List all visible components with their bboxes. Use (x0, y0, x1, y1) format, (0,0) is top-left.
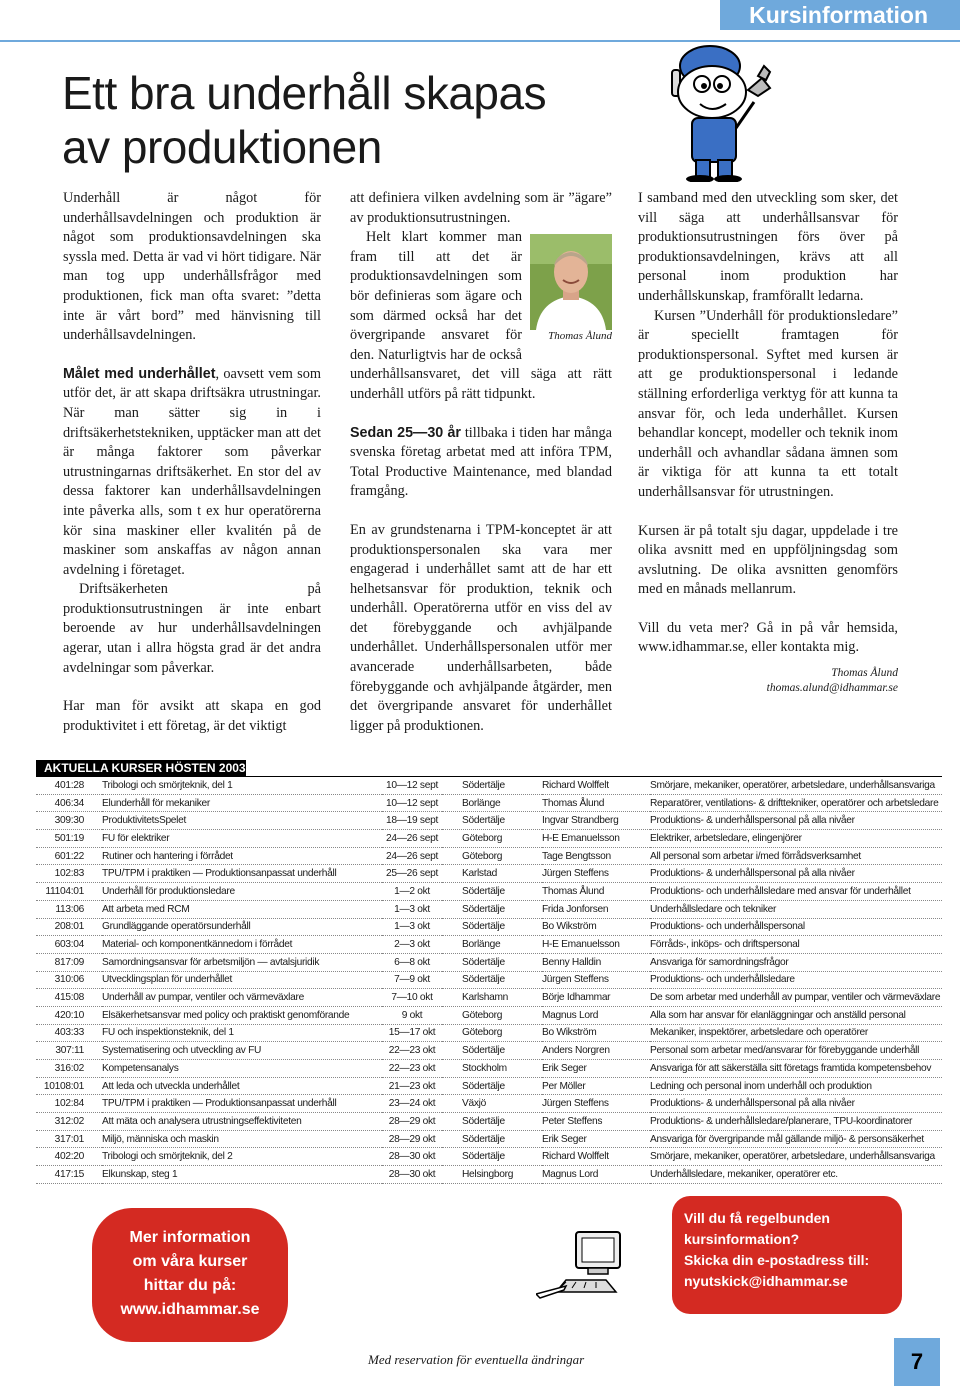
course-code: 420:10 (36, 1006, 102, 1024)
course-audience: All personal som arbetar i/med förrådsverksamhet (650, 847, 942, 865)
course-row (36, 900, 942, 918)
course-dates: 15—17 okt (382, 1024, 442, 1042)
course-audience: Produktions- och underhållsledare (650, 971, 942, 989)
lead-in: Sedan 25—30 år (350, 424, 461, 441)
paragraph: Har man för avsikt att skapa en god produktivitet i ett företag, är det viktigt (63, 698, 321, 734)
course-teacher: Erik Seger (542, 1130, 650, 1148)
course-code: 316:02 (36, 1060, 102, 1078)
course-row (36, 1095, 942, 1113)
course-code: 102:84 (36, 1095, 102, 1113)
course-code: 102:83 (36, 865, 102, 883)
course-teacher: H-E Emanuelsson (542, 936, 650, 954)
promo-line: om våra kurser (132, 1253, 248, 1270)
course-location: Södertälje (442, 971, 542, 989)
paragraph: Helt klart kommer man fram till att det är produktionsavdelningen som bör definieras som ägare och som därmed också har det övergripande ansvaret för den. Naturligtvis har de också underhållsansvaret, det vill säga att rätt underhåll utförs på rätt tidpunkt. (350, 229, 612, 402)
course-location: Göteborg (442, 847, 542, 865)
course-audience: Underhållsledare och tekniker (650, 900, 942, 918)
course-audience: Reparatörer, ventilations- & drifttekniker, operatörer och arbetsledare (650, 794, 942, 812)
top-bar (0, 0, 960, 42)
paragraph: Målet med underhållet, oavsett vem som utför det, är att skapa driftsäkra utrustningar. När man sätter sig in i driftsäkerhetstekniken, upptäcker man att det är många faktorer som påverkar utrustningarnas driftsäkerhet. En stor del av dessa faktorer kan underhållsavdelningen inte påverka alls, som t ex hur operatörerna kör sina maskiner eller kvalitén på de maskiner som anskaffas av någon annan avdelning i företaget. (63, 365, 321, 578)
course-code: 401:28 (36, 777, 102, 794)
course-teacher: Jürgen Steffens (542, 865, 650, 883)
course-name: Rutiner och hantering i förrådet (102, 847, 382, 865)
course-name: Grundläggande operatörsunderhåll (102, 918, 382, 936)
course-code: 417:15 (36, 1166, 102, 1184)
course-teacher: Per Möller (542, 1077, 650, 1095)
course-teacher: Ingvar Strandberg (542, 812, 650, 830)
courses-heading: AKTUELLA KURSER HÖSTEN 2003 (36, 760, 246, 777)
course-teacher: Richard Wolffelt (542, 1148, 650, 1166)
course-location: Borlänge (442, 794, 542, 812)
course-audience: De som arbetar med underhåll av pumpar, ventiler och värmeväxlare (650, 989, 942, 1007)
course-location: Södertälje (442, 883, 542, 901)
course-row (36, 989, 942, 1007)
course-code: 403:33 (36, 1024, 102, 1042)
title-line-1: Ett bra underhåll skapas (62, 67, 547, 119)
promo-line: hittar du på: (143, 1277, 237, 1294)
course-name: TPU/TPM i praktiken — Produktionsanpassat underhåll (102, 865, 382, 883)
course-audience: Smörjare, mekaniker, operatörer, arbetsledare, underhållsansvariga (650, 1148, 942, 1166)
course-name: FU för elektriker (102, 830, 382, 848)
course-location: Södertälje (442, 953, 542, 971)
course-row (36, 918, 942, 936)
promo-email[interactable]: nyutskick@idhammar.se (684, 1273, 848, 1289)
course-teacher: Richard Wolffelt (542, 777, 650, 794)
course-code: 310:06 (36, 971, 102, 989)
course-name: Kompetensanalys (102, 1060, 382, 1078)
course-audience: Underhållsledare, mekaniker, operatörer etc. (650, 1166, 942, 1184)
course-row (36, 777, 942, 794)
course-code: 402:20 (36, 1148, 102, 1166)
course-location: Södertälje (442, 900, 542, 918)
course-dates: 24—26 sept (382, 847, 442, 865)
course-location: Södertälje (442, 1113, 542, 1131)
course-dates: 23—24 okt (382, 1095, 442, 1113)
course-code: 603:04 (36, 936, 102, 954)
paragraph: Sedan 25—30 år tillbaka i tiden har många svenska företag arbetat med att införa TPM, Total Productive Maintenance, med blandad framgång. (350, 424, 612, 500)
course-audience: Produktions- & underhållspersonal på alla nivåer (650, 1095, 942, 1113)
course-audience: Ledning och personal inom underhåll och produktion (650, 1077, 942, 1095)
course-dates: 22—23 okt (382, 1042, 442, 1060)
course-audience: Ansvariga för samordningsfrågor (650, 953, 942, 971)
promo-line: Vill du få regelbunden (684, 1210, 830, 1226)
paragraph: Kursen är på totalt sju dagar, uppdelade i tre olika avsnitt med en uppföljningsdag som avslutning. De olika avsnitten genomförs med en månads mellanrum. (638, 522, 898, 598)
course-code: 10108:01 (36, 1077, 102, 1095)
course-name: Att mäta och analysera utrustningseffektiviteten (102, 1113, 382, 1131)
promo-line: Skicka din e-postadress till: (684, 1252, 870, 1268)
portrait-image (530, 234, 612, 330)
course-location: Borlänge (442, 936, 542, 954)
course-teacher: Peter Steffens (542, 1113, 650, 1131)
course-name: FU och inspektionsteknik, del 1 (102, 1024, 382, 1042)
course-teacher: H-E Emanuelsson (542, 830, 650, 848)
signature (638, 666, 898, 696)
course-audience: Personal som arbetar med/ansvarar för förebyggande underhåll (650, 1042, 942, 1060)
course-name: TPU/TPM i praktiken — Produktionsanpassat underhåll (102, 1095, 382, 1113)
course-row (36, 936, 942, 954)
course-location: Södertälje (442, 1042, 542, 1060)
course-audience: Elektriker, arbetsledare, elingenjörer (650, 830, 942, 848)
course-dates: 7—9 okt (382, 971, 442, 989)
course-name: Tribologi och smörjteknik, del 1 (102, 777, 382, 794)
info-promo-box (92, 1208, 288, 1342)
course-name: Utvecklingsplan för underhållet (102, 971, 382, 989)
page-title (62, 66, 546, 174)
courses-table (36, 777, 942, 1184)
mechanic-mascot-icon (662, 32, 782, 182)
course-name: Samordningsansvar för arbetsmiljön — avtalsjuridik (102, 953, 382, 971)
promo-line: Mer information (129, 1229, 251, 1246)
course-name: Att arbeta med RCM (102, 900, 382, 918)
course-dates: 1—3 okt (382, 918, 442, 936)
course-location: Växjö (442, 1095, 542, 1113)
course-row (36, 1113, 942, 1131)
course-name: Underhåll för produktionsledare (102, 883, 382, 901)
course-name: Elsäkerhetsansvar med policy och praktiskt genomförande (102, 1006, 382, 1024)
course-row (36, 1130, 942, 1148)
course-teacher: Jürgen Steffens (542, 971, 650, 989)
course-teacher: Börje Idhammar (542, 989, 650, 1007)
course-teacher: Jürgen Steffens (542, 1095, 650, 1113)
course-name: Material- och komponentkännedom i förrådet (102, 936, 382, 954)
course-teacher: Frida Jonforsen (542, 900, 650, 918)
lead-in: Målet med underhållet (63, 365, 216, 382)
course-audience: Mekaniker, inspektörer, arbetsledare och operatörer (650, 1024, 942, 1042)
footer-note: Med reservation för eventuella ändringar (368, 1352, 585, 1367)
course-row (36, 1077, 942, 1095)
course-location: Södertälje (442, 1077, 542, 1095)
course-teacher: Thomas Ålund (542, 794, 650, 812)
course-code: 113:06 (36, 900, 102, 918)
portrait-photo (530, 234, 612, 344)
course-row (36, 1042, 942, 1060)
paragraph: I samband med den utveckling som sker, det vill säga att underhållsansvar för produktionsutrustningen förs över på produktionsavdelningen, krävs att all personal inom produktion har underhållskunskap, framförallt ledarna. (638, 190, 898, 304)
course-code: 307:11 (36, 1042, 102, 1060)
course-location: Södertälje (442, 1148, 542, 1166)
course-code: 11104:01 (36, 883, 102, 901)
course-location: Göteborg (442, 1006, 542, 1024)
course-teacher: Magnus Lord (542, 1166, 650, 1184)
course-dates: 9 okt (382, 1006, 442, 1024)
course-location: Helsingborg (442, 1166, 542, 1184)
course-code: 817:09 (36, 953, 102, 971)
course-location: Karlshamn (442, 989, 542, 1007)
course-name: Elunderhåll för mekaniker (102, 794, 382, 812)
course-audience: Produktions- och underhållsledare med ansvar för underhållet (650, 883, 942, 901)
course-name: Miljö, människa och maskin (102, 1130, 382, 1148)
course-row (36, 847, 942, 865)
title-line-2: av produktionen (62, 121, 382, 173)
course-location: Södertälje (442, 918, 542, 936)
course-teacher: Tage Bengtsson (542, 847, 650, 865)
course-location: Stockholm (442, 1060, 542, 1078)
column-2 (350, 189, 612, 736)
signature-email[interactable]: thomas.alund@idhammar.se (766, 682, 898, 695)
course-teacher: Erik Seger (542, 1060, 650, 1078)
course-dates: 28—30 okt (382, 1148, 442, 1166)
column-1 (63, 189, 321, 736)
course-dates: 1—2 okt (382, 883, 442, 901)
course-dates: 28—29 okt (382, 1130, 442, 1148)
paragraph: Underhåll är något för underhållsavdelningen och produktion är något som produktionsavdelningen ska syssla med. Detta är vad vi hört tidigare. När man tog upp underhållsfrågor med produktionen, fick man ofta svaret: ”detta inte är vårt bord” med hänvisning till underhållsavdelningen. (63, 190, 321, 344)
course-row (36, 830, 942, 848)
course-teacher: Bo Wikström (542, 918, 650, 936)
top-rule (0, 40, 960, 42)
course-dates: 6—8 okt (382, 953, 442, 971)
course-teacher: Thomas Ålund (542, 883, 650, 901)
paragraph: Driftsäkerheten på produktionsutrustningen är inte enbart beroende av hur underhållsavdelningen agerar, utan i allra högsta grad är det andra avdelningar som påverkar. (63, 581, 321, 676)
course-row (36, 1024, 942, 1042)
course-dates: 7—10 okt (382, 989, 442, 1007)
course-dates: 2—3 okt (382, 936, 442, 954)
course-audience: Alla som har ansvar för elanläggningar och anställd personal (650, 1006, 942, 1024)
photo-caption: Thomas Ålund (548, 329, 612, 342)
computer-user-icon (536, 1222, 636, 1302)
course-audience: Produktions- och underhållspersonal (650, 918, 942, 936)
course-audience: Smörjare, mekaniker, operatörer, arbetsledare, underhållsansvariga (650, 777, 942, 794)
course-row (36, 1006, 942, 1024)
course-row (36, 1148, 942, 1166)
course-dates: 24—26 sept (382, 830, 442, 848)
course-name: Systematisering och utveckling av FU (102, 1042, 382, 1060)
course-location: Göteborg (442, 830, 542, 848)
course-location: Södertälje (442, 812, 542, 830)
course-audience: Produktions- & underhållsledare/planerare, TPU-koordinatorer (650, 1113, 942, 1131)
course-dates: 18—19 sept (382, 812, 442, 830)
course-audience: Ansvariga för att säkerställa sitt företags framtida kompetensbehov (650, 1060, 942, 1078)
course-dates: 1—3 okt (382, 900, 442, 918)
paragraph: Vill du veta mer? Gå in på vår hemsida, www.idhammar.se, eller kontakta mig. (638, 619, 898, 656)
paragraph: att definiera vilken avdelning som är ”ägare” av produktionsutrustningen. (350, 190, 612, 226)
course-location: Göteborg (442, 1024, 542, 1042)
course-code: 501:19 (36, 830, 102, 848)
course-dates: 25—26 sept (382, 865, 442, 883)
course-row (36, 1060, 942, 1078)
course-row (36, 812, 942, 830)
course-row (36, 1166, 942, 1184)
course-name: Underhåll av pumpar, ventiler och värmeväxlare (102, 989, 382, 1007)
course-name: Att leda och utveckla underhållet (102, 1077, 382, 1095)
course-dates: 28—29 okt (382, 1113, 442, 1131)
course-row (36, 971, 942, 989)
course-teacher: Benny Halldin (542, 953, 650, 971)
promo-link[interactable]: www.idhammar.se (120, 1301, 260, 1318)
column-3 (638, 189, 898, 696)
course-code: 415:08 (36, 989, 102, 1007)
course-name: Tribologi och smörjteknik, del 2 (102, 1148, 382, 1166)
paragraph: En av grundstenarna i TPM-konceptet är att produktionspersonalen ska vara mer engagerad i underhållet samt att de har ett helhetsansvar för produktion, teknik och underhåll. Operatörerna utför en viss del av det förebyggande och avhjälpande underhållet. Underhållspersonalen utför mer avancerade underhållsarbeten, både förebyggande och avhjälpande åtgärder, men det övergripande ansvaret för underhållet ligger på produktionen. (350, 521, 612, 734)
course-row (36, 953, 942, 971)
course-dates: 28—30 okt (382, 1166, 442, 1184)
course-name: Elkunskap, steg 1 (102, 1166, 382, 1184)
promo-line: kursinformation? (684, 1231, 800, 1247)
course-location: Södertälje (442, 1130, 542, 1148)
page-number: 7 (894, 1338, 940, 1386)
course-audience: Produktions- & underhållspersonal på alla nivåer (650, 865, 942, 883)
course-code: 406:34 (36, 794, 102, 812)
course-dates: 22—23 okt (382, 1060, 442, 1078)
course-audience: Ansvariga för övergripande mål gällande miljö- & personsäkerhet (650, 1130, 942, 1148)
course-code: 601:22 (36, 847, 102, 865)
newsletter-promo-box (672, 1196, 902, 1314)
course-code: 309:30 (36, 812, 102, 830)
course-audience: Produktions- & underhållspersonal på alla nivåer (650, 812, 942, 830)
course-code: 208:01 (36, 918, 102, 936)
course-row (36, 794, 942, 812)
course-teacher: Bo Wikström (542, 1024, 650, 1042)
course-audience: Förråds-, inköps- och driftspersonal (650, 936, 942, 954)
course-location: Södertälje (442, 777, 542, 794)
course-name: ProduktivitetsSpelet (102, 812, 382, 830)
course-dates: 10—12 sept (382, 777, 442, 794)
course-dates: 10—12 sept (382, 794, 442, 812)
course-row (36, 883, 942, 901)
paragraph: Kursen ”Underhåll för produktionsledare” är speciellt framtagen för produktionspersonal. Syftet med kursen är att ge produktionspersonal i ledande ställning erforderliga verktyg för att kunna ta ansvar för, och leda underhållet. Kursen behandlar koncept, modeller och teknik inom underhåll och avhandlar sådana ämnen som är viktiga för att kunna ta ett totalt underhållsansvar för utrustningen. (638, 307, 898, 500)
course-code: 317:01 (36, 1130, 102, 1148)
course-location: Karlstad (442, 865, 542, 883)
signature-name: Thomas Ålund (831, 667, 898, 680)
section-badge: Kursinformation (720, 0, 960, 30)
course-code: 312:02 (36, 1113, 102, 1131)
course-row (36, 865, 942, 883)
course-dates: 21—23 okt (382, 1077, 442, 1095)
course-teacher: Magnus Lord (542, 1006, 650, 1024)
course-teacher: Anders Norgren (542, 1042, 650, 1060)
